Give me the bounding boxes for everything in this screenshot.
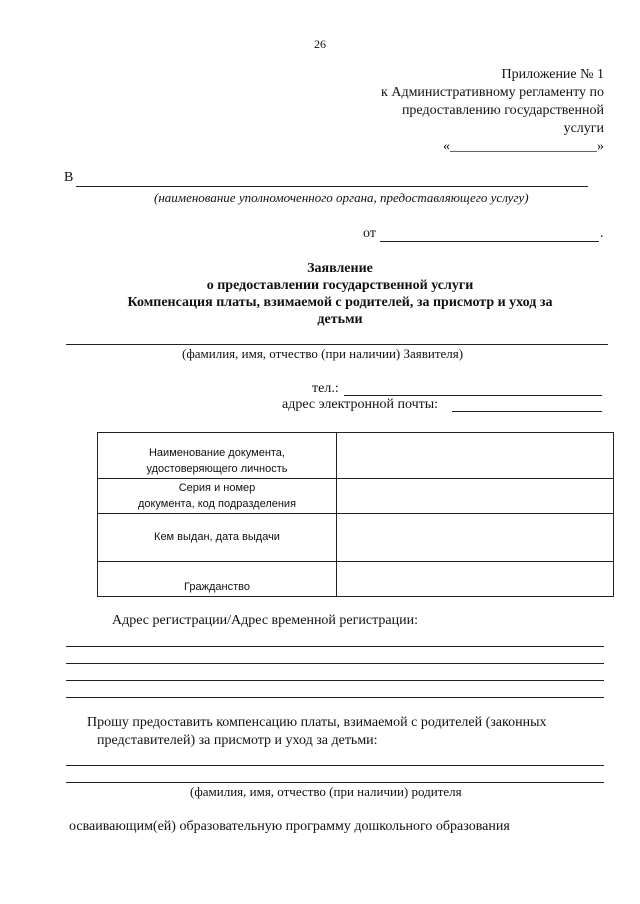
address-line[interactable] (66, 680, 604, 681)
parent-caption: (фамилия, имя, отчество (при наличии) родителя (190, 784, 462, 799)
email-label: адрес электронной почты: (282, 397, 439, 412)
address-line[interactable] (66, 646, 604, 647)
recipient-field[interactable] (76, 186, 588, 187)
recipient-prefix: В (64, 170, 74, 185)
parent-line[interactable] (66, 765, 604, 766)
table-cell-label (98, 479, 337, 514)
from-suffix: . (600, 226, 604, 241)
cell-text: Серия и номер (178, 482, 256, 494)
appendix-line: «_____________________» (443, 139, 604, 154)
email-field[interactable] (452, 411, 602, 412)
cell-text: документа, код подразделения (137, 498, 297, 510)
title-line: о предоставлении государственной услуги (206, 278, 474, 293)
table-cell-value[interactable] (337, 514, 614, 562)
appendix-header (344, 66, 604, 156)
table-cell-label (98, 514, 337, 562)
cell-text: удостоверяющего личность (146, 463, 288, 475)
table-cell-value[interactable] (337, 479, 614, 514)
request-text: представителей) за присмотр и уход за детьми: (97, 733, 378, 748)
table-cell-value[interactable] (337, 562, 614, 597)
parent-line[interactable] (66, 782, 604, 783)
applicant-caption: (фамилия, имя, отчество (при наличии) Заявителя) (182, 346, 464, 361)
program-text: осваивающим(ей) образовательную программу дошкольного образования (69, 819, 510, 834)
title-line: детьми (317, 312, 363, 327)
appendix-line: к Административному регламенту по (381, 85, 604, 100)
title-line: Компенсация платы, взимаемой с родителей, за присмотр и уход за (127, 295, 553, 310)
appendix-line: Приложение № 1 (501, 67, 604, 82)
page-number: 26 (314, 37, 326, 51)
document-title (40, 260, 640, 328)
phone-label: тел.: (312, 381, 339, 396)
address-label: Адрес регистрации/Адрес временной регистрации: (112, 613, 418, 628)
appendix-line: предоставлению государственной (401, 103, 604, 118)
applicant-name-field[interactable] (66, 344, 608, 345)
from-field[interactable] (380, 241, 599, 242)
table-row (98, 433, 614, 479)
table-cell-label (98, 562, 337, 597)
from-prefix: от (363, 226, 376, 241)
table-cell-value[interactable] (337, 433, 614, 479)
table-row (98, 479, 614, 514)
table-row (98, 562, 614, 597)
cell-text: Наименование документа, (148, 447, 285, 459)
request-text: Прошу предоставить компенсацию платы, взимаемой с родителей (законных (87, 715, 547, 730)
identity-document-table (97, 432, 614, 597)
address-line[interactable] (66, 697, 604, 698)
cell-text: Гражданство (184, 581, 250, 593)
cell-text: Кем выдан, дата выдачи (154, 531, 280, 543)
table-cell-label (98, 433, 337, 479)
table-row (98, 514, 614, 562)
title-line: Заявление (307, 261, 373, 276)
recipient-note: (наименование уполномоченного органа, предоставляющего услугу) (154, 190, 529, 205)
address-line[interactable] (66, 663, 604, 664)
phone-field[interactable] (344, 395, 602, 396)
appendix-line: услуги (563, 121, 604, 136)
